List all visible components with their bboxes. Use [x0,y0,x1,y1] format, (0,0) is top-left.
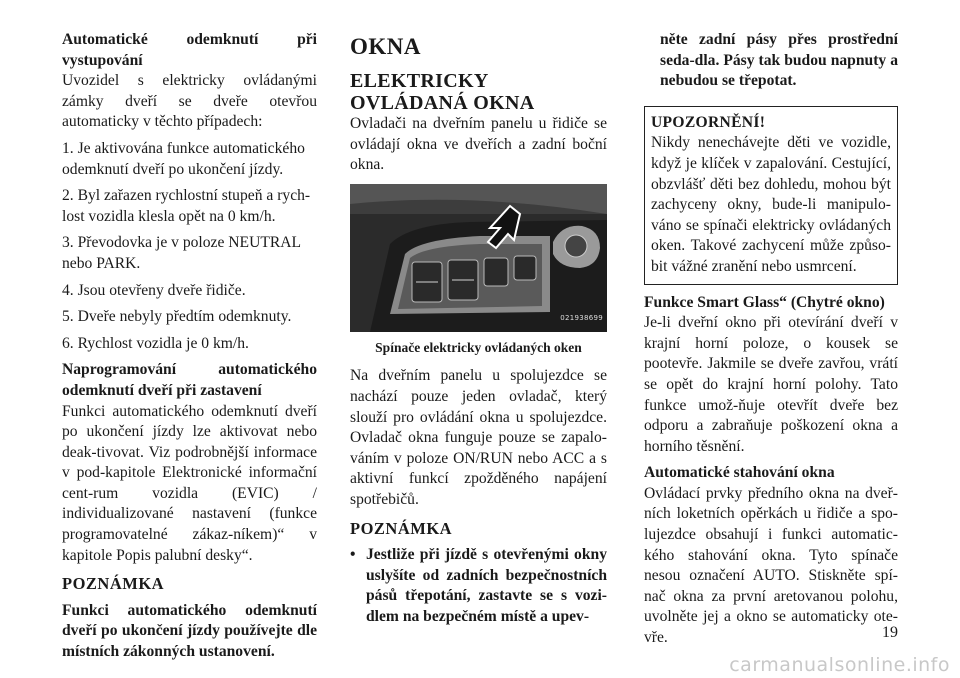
note-bullet-continuation: něte zadní pásy přes prostřední seda-dla. Pásy tak budou napnuty a nebudou se třepotat. [660,31,898,90]
section-heading-programming: Naprogramování automatického odemknutí dveří při zastavení [62,361,317,399]
column-middle [350,30,607,634]
note-bullet-text: Jestliže při jízdě s otevřenými okny uslyšíte od zadních bezpečnostních pásů třepotání, zastavte se s vozi-dlem na bezpečném místě a upev- [366,546,607,625]
watermark: carmanualsonline.info [729,654,950,676]
photo-caption: Spínače elektricky ovládaných oken [375,339,582,355]
programming-paragraph: Funkci automatického odemknutí dveří po ukončení jízdy lze aktivovat nebo deak-tivovat. Viz podrobnější informace v pod-kapitole Elektronické informační cent-rum vozidla (EVIC) / individualizované nastavení (funkce programovatelné zákaz-níkem)“ v kapitole Popis palubní desky“. [62,402,317,564]
smart-glass-paragraph: Je-li dveřní okno při otevírání dveří v krajní horní poloze, o kousek se pootevře. Jakmile se dveře zavřou, vrátí se opět do krajní horní polohy. Tato funkce umož-ňuje otevřít dveře bez odporu a zabraňuje poškození okna a horního těsnění. [644,314,898,455]
list-item-5: 5. Dveře nebyly předtím odemknuty. [62,308,292,326]
column-right [644,30,898,655]
note-bullet [350,545,607,627]
warning-text: Nikdy nenechávejte děti ve vozidle, když je klíček v zapalování. Cestující, obzvlášť děti bez dohledu, mohou být zachyceny okny, bude-li manipulo-váno se spínači elektricky ovládaných oken. Takové zachycení může způso-bit vážné zranění nebo usmrcení. [651,134,891,275]
window-switches-photo [350,184,607,332]
section-heading-smart-glass: Funkce Smart Glass“ (Chytré okno) [644,293,885,311]
list-item-1: 1. Je aktivována funkce automatického odemknutí dveří po ukončení jízdy. [62,139,305,178]
list-item-6: 6. Rychlost vozidla je 0 km/h. [62,334,249,352]
chapter-title: OKNA [350,34,421,59]
power-windows-intro: Ovladači na dveřním panelu u řidiče se ovládají okna ve dveřích a zadní boční okna. [350,115,607,174]
section-title-power-windows: ELEKTRICKY OVLÁDANÁ OKNA [350,70,535,114]
list-item-2: 2. Byl zařazen rychlostní stupeň a rych-lost vozidla klesla opět na 0 km/h. [62,187,311,225]
column-left [62,30,317,669]
photo-code-label: 021938699 [560,314,603,323]
intro-paragraph: Uvozidel s elektricky ovládanými zámky dveří se dveře otevřou automaticky v těchto případech: [62,72,317,131]
bullet-dot: • [350,546,356,564]
auto-down-paragraph: Ovládací prvky předního okna na dveř-ních loketních opěrkách u řidiče a spo-lujezdce obsahují i funkci automatic-kého stahování okna. Tyto spínače nesou označení AUTO. Stiskněte spí-nač okna za první aretovanou polohu, uvolněte jej a okno se automaticky ote-vře. [644,484,898,647]
note-title-2: POZNÁMKA [350,518,453,538]
note-title: POZNÁMKA [62,574,165,594]
warning-title: UPOZORNĚNÍ! [651,113,766,131]
passenger-switch-paragraph: Na dveřním panelu u spolujezdce se nachází pouze jeden ovladač, který slouží pro ovládání okna u spolujezdce. Ovladač okna funguje pouze se zapalo-váním v poloze ON/RUN nebo ACC a s aktivní funkcí zpožděného napájení spotřebičů. [350,367,607,508]
list-item-3: 3. Převodovka je v poloze NEUTRAL nebo PARK. [62,234,301,272]
section-heading-auto-down: Automatické stahování okna [644,464,835,482]
note-text: Funkci automatického odemknutí dveří po ukončení jízdy používejte dle místních zákonných ustanovení. [62,601,317,661]
warning-box [644,106,898,285]
list-item-4: 4. Jsou otevřeny dveře řidiče. [62,281,246,299]
section-heading-auto-unlock-exit: Automatické odemknutí při vystupování [62,31,317,69]
page-number: 19 [882,624,898,641]
